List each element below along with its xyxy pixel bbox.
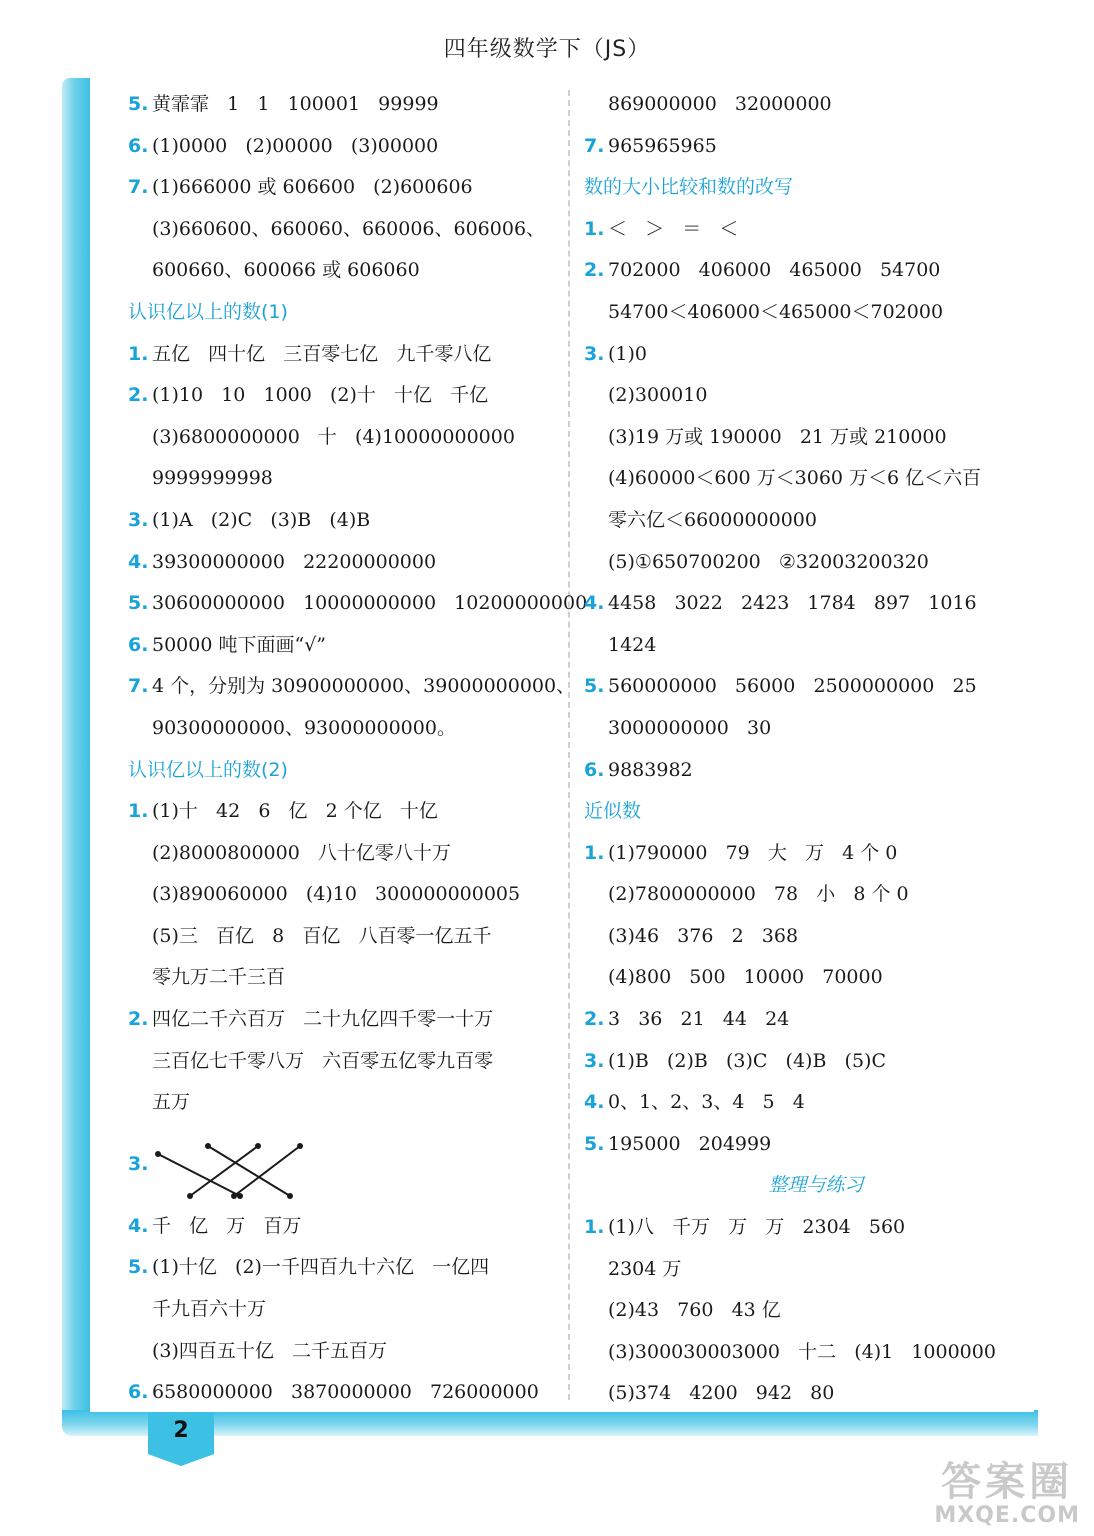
answer-line bbox=[128, 583, 588, 625]
answer-text: (1)666000 或 606600 (2)600606 bbox=[152, 176, 473, 199]
question-number: 5. bbox=[584, 1132, 605, 1155]
answer-text: 五亿 四十亿 三百零七亿 九千零八亿 bbox=[152, 342, 492, 365]
section-title: 整理与练习 bbox=[768, 1174, 864, 1197]
answer-line bbox=[128, 1082, 558, 1124]
answer-text: (2)8000800000 八十亿零八十万 bbox=[152, 841, 451, 864]
answer-text: 千 亿 万 百万 bbox=[152, 1214, 302, 1237]
question-number: 5. bbox=[128, 1256, 149, 1279]
answer-line bbox=[128, 1206, 558, 1248]
answer-line bbox=[584, 334, 1024, 376]
answer-line bbox=[584, 542, 1024, 584]
answer-text: (5)①650700200 ②32003200320 bbox=[608, 550, 929, 573]
answer-text: (1)B (2)B (3)C (4)B (5)C bbox=[608, 1049, 887, 1072]
answer-text: (1)10 10 1000 (2)十 十亿 千亿 bbox=[152, 384, 489, 407]
answer-text: (3)660600、660060、660006、606006、 bbox=[152, 217, 546, 240]
question-number: 2. bbox=[584, 1008, 605, 1031]
answer-line bbox=[584, 209, 1024, 251]
answer-line bbox=[584, 625, 1024, 667]
answer-line bbox=[584, 250, 1024, 292]
answer-line bbox=[128, 375, 558, 417]
watermark-text: 答案圈 bbox=[941, 1459, 1074, 1505]
answer-text: 6580000000 3870000000 726000000 bbox=[152, 1381, 539, 1404]
answer-line bbox=[584, 708, 1024, 750]
answer-line bbox=[584, 375, 1024, 417]
answer-text: (4)800 500 10000 70000 bbox=[608, 966, 883, 989]
answer-line bbox=[584, 417, 1024, 459]
question-number: 3. bbox=[128, 508, 149, 531]
answer-line bbox=[128, 999, 558, 1041]
answer-text: 869000000 32000000 bbox=[608, 93, 832, 115]
answer-text: ＜ ＞ ＝ ＜ bbox=[608, 217, 739, 240]
answer-text: 50000 吨下面画“√” bbox=[152, 633, 327, 656]
section-title: 近似数 bbox=[584, 800, 642, 823]
answer-text: 2304 万 bbox=[608, 1257, 682, 1280]
question-number: 7. bbox=[128, 176, 149, 199]
question-number: 2. bbox=[584, 259, 605, 282]
question-number: 4. bbox=[128, 1214, 149, 1237]
answer-text: 零九万二千三百 bbox=[152, 966, 286, 989]
question-number: 3. bbox=[128, 1152, 149, 1175]
answer-text: (3)19 万或 190000 21 万或 210000 bbox=[608, 425, 947, 448]
answer-text: 30600000000 10000000000 10200000000 bbox=[152, 592, 588, 615]
question-number: 2. bbox=[128, 1008, 149, 1031]
answer-text: 560000000 56000 2500000000 25 bbox=[608, 675, 977, 698]
question-number: 1. bbox=[128, 800, 149, 823]
answer-line bbox=[128, 417, 558, 459]
question-number: 4. bbox=[584, 592, 605, 615]
answer-text: (3)6800000000 十 (4)10000000000 bbox=[152, 425, 515, 448]
answer-line bbox=[584, 126, 1024, 168]
answer-text: 4 个，分别为 30900000000、39000000000、 bbox=[152, 675, 576, 698]
answer-text: (1)A (2)C (3)B (4)B bbox=[152, 508, 371, 531]
answer-line bbox=[128, 625, 558, 667]
answer-line bbox=[584, 500, 1024, 542]
answer-text: (1)八 千万 万 万 2304 560 bbox=[608, 1216, 906, 1239]
answer-text: (1)790000 79 大 万 4 个 0 bbox=[608, 841, 898, 864]
answer-line bbox=[128, 1289, 558, 1331]
answer-text: 965965965 bbox=[608, 134, 717, 157]
answer-line bbox=[128, 1331, 558, 1373]
question-number: 4. bbox=[128, 550, 149, 573]
answer-text: 四亿二千六百万 二十九亿四千零一十万 bbox=[152, 1008, 494, 1031]
answer-line bbox=[584, 874, 1024, 916]
answer-text: 1424 bbox=[608, 633, 657, 656]
answer-text: 千九百六十万 bbox=[152, 1298, 267, 1321]
answer-line bbox=[128, 874, 558, 916]
question-number: 4. bbox=[584, 1091, 605, 1114]
answer-text: 零六亿＜66000000000 bbox=[608, 508, 817, 531]
question-number: 3. bbox=[584, 1049, 605, 1072]
answer-line bbox=[584, 292, 1024, 334]
answer-text: 0、1、2、3、4 5 4 bbox=[608, 1091, 805, 1114]
answer-line bbox=[128, 458, 558, 500]
answer-text: (2)43 760 43 亿 bbox=[608, 1299, 781, 1322]
answer-line bbox=[128, 209, 558, 251]
question-number: 1. bbox=[584, 1216, 605, 1239]
answer-line bbox=[128, 542, 558, 584]
answer-line bbox=[584, 1082, 1024, 1124]
answer-text: 五万 bbox=[152, 1091, 191, 1114]
watermark-url: MXQE.COM bbox=[934, 1503, 1080, 1528]
answer-text: 3 36 21 44 24 bbox=[608, 1008, 790, 1031]
question-number: 1. bbox=[584, 217, 605, 240]
answer-text: (1)十亿 (2)一千四百九十六亿 一亿四 bbox=[152, 1256, 490, 1279]
answer-text: (1)十 42 6 亿 2 个亿 十亿 bbox=[152, 800, 438, 823]
question-number: 6. bbox=[128, 1381, 149, 1404]
decorative-frame-left bbox=[62, 78, 90, 1418]
answer-text: (5)374 4200 942 80 bbox=[608, 1382, 835, 1405]
answer-text: (2)300010 bbox=[608, 384, 708, 407]
answer-text: (1)0 bbox=[608, 342, 648, 365]
matching-lines-diagram-icon bbox=[150, 1124, 320, 1206]
answer-text: (1)0000 (2)00000 (3)00000 bbox=[152, 134, 439, 157]
answer-line bbox=[584, 1332, 1024, 1374]
answer-text: (3)300030003000 十二 (4)1 1000000 bbox=[608, 1340, 996, 1363]
answer-line bbox=[584, 84, 1024, 126]
answer-text: 600660、600066 或 606060 bbox=[152, 259, 420, 282]
answer-line bbox=[128, 84, 558, 126]
answer-text: (3)四百五十亿 二千五百万 bbox=[152, 1339, 388, 1362]
answer-line bbox=[584, 1041, 1024, 1083]
question-number: 1. bbox=[128, 342, 149, 365]
question-number: 3. bbox=[584, 342, 605, 365]
answer-line bbox=[584, 666, 1024, 708]
answer-line bbox=[584, 750, 1024, 792]
answer-line bbox=[128, 957, 558, 999]
answer-line bbox=[584, 458, 1024, 500]
answer-line bbox=[584, 583, 1024, 625]
answer-line bbox=[128, 1041, 558, 1083]
answer-text: 黄霏霏 1 1 100001 99999 bbox=[152, 93, 439, 115]
question-number: 7. bbox=[128, 675, 149, 698]
answer-text: 9999999998 bbox=[152, 467, 273, 490]
page-header-title: 四年级数学下（JS） bbox=[443, 37, 651, 62]
question-number: 1. bbox=[584, 841, 605, 864]
answer-line bbox=[128, 708, 558, 750]
answer-line bbox=[128, 126, 558, 168]
answer-line bbox=[584, 957, 1024, 999]
answer-line bbox=[584, 1373, 1024, 1415]
watermark bbox=[934, 1450, 1080, 1528]
answer-line bbox=[128, 1372, 558, 1414]
answer-text: (5)三 百亿 8 百亿 八百零一亿五千 bbox=[152, 924, 492, 947]
answer-line bbox=[128, 167, 558, 209]
answer-line bbox=[128, 500, 558, 542]
answer-text: 9883982 bbox=[608, 758, 693, 781]
answer-line bbox=[584, 916, 1024, 958]
question-number: 6. bbox=[128, 134, 149, 157]
answer-line bbox=[584, 1290, 1024, 1332]
answer-line bbox=[584, 1207, 1024, 1249]
question-number: 2. bbox=[128, 384, 149, 407]
answer-text: 3000000000 30 bbox=[608, 716, 772, 739]
question-number: 5. bbox=[128, 93, 149, 115]
answer-line bbox=[128, 250, 558, 292]
answer-line bbox=[584, 999, 1024, 1041]
answer-text: (4)60000＜600 万＜3060 万＜6 亿＜六百 bbox=[608, 467, 982, 490]
answer-line bbox=[128, 666, 576, 708]
answer-line-diagram bbox=[128, 1124, 558, 1206]
answer-text: 195000 204999 bbox=[608, 1132, 772, 1155]
question-number: 5. bbox=[128, 592, 149, 615]
section-title: 认识亿以上的数(1) bbox=[128, 300, 288, 323]
answer-text: 54700＜406000＜465000＜702000 bbox=[608, 300, 944, 323]
question-number: 5. bbox=[584, 675, 605, 698]
answer-text: (3)890060000 (4)10 300000000005 bbox=[152, 883, 521, 906]
answer-line bbox=[584, 1124, 1024, 1166]
question-number: 6. bbox=[584, 758, 605, 781]
answer-line bbox=[128, 791, 558, 833]
answer-text: (3)46 376 2 368 bbox=[608, 924, 799, 947]
right-column bbox=[584, 84, 1024, 1415]
answer-text: 702000 406000 465000 54700 bbox=[608, 259, 941, 282]
page-number: 2 bbox=[173, 1418, 189, 1443]
answer-text: 90300000000、93000000000。 bbox=[152, 716, 456, 739]
answer-text: 三百亿七千零八万 六百零五亿零九百零 bbox=[152, 1049, 494, 1072]
answer-line bbox=[128, 1247, 558, 1289]
answer-text: (2)7800000000 78 小 8 个 0 bbox=[608, 883, 909, 906]
answer-line bbox=[128, 916, 558, 958]
question-number: 6. bbox=[128, 633, 149, 656]
column-divider bbox=[568, 90, 570, 1400]
left-column bbox=[128, 84, 588, 1414]
answer-text: 39300000000 22200000000 bbox=[152, 550, 437, 573]
question-number: 7. bbox=[584, 134, 605, 157]
answer-line bbox=[584, 1249, 1024, 1291]
answer-text: 4458 3022 2423 1784 897 1016 bbox=[608, 592, 977, 615]
section-title: 数的大小比较和数的改写 bbox=[584, 176, 794, 199]
answer-line bbox=[128, 833, 558, 875]
answer-line bbox=[128, 334, 558, 376]
section-title: 认识亿以上的数(2) bbox=[128, 758, 288, 781]
answer-line bbox=[584, 833, 1024, 875]
